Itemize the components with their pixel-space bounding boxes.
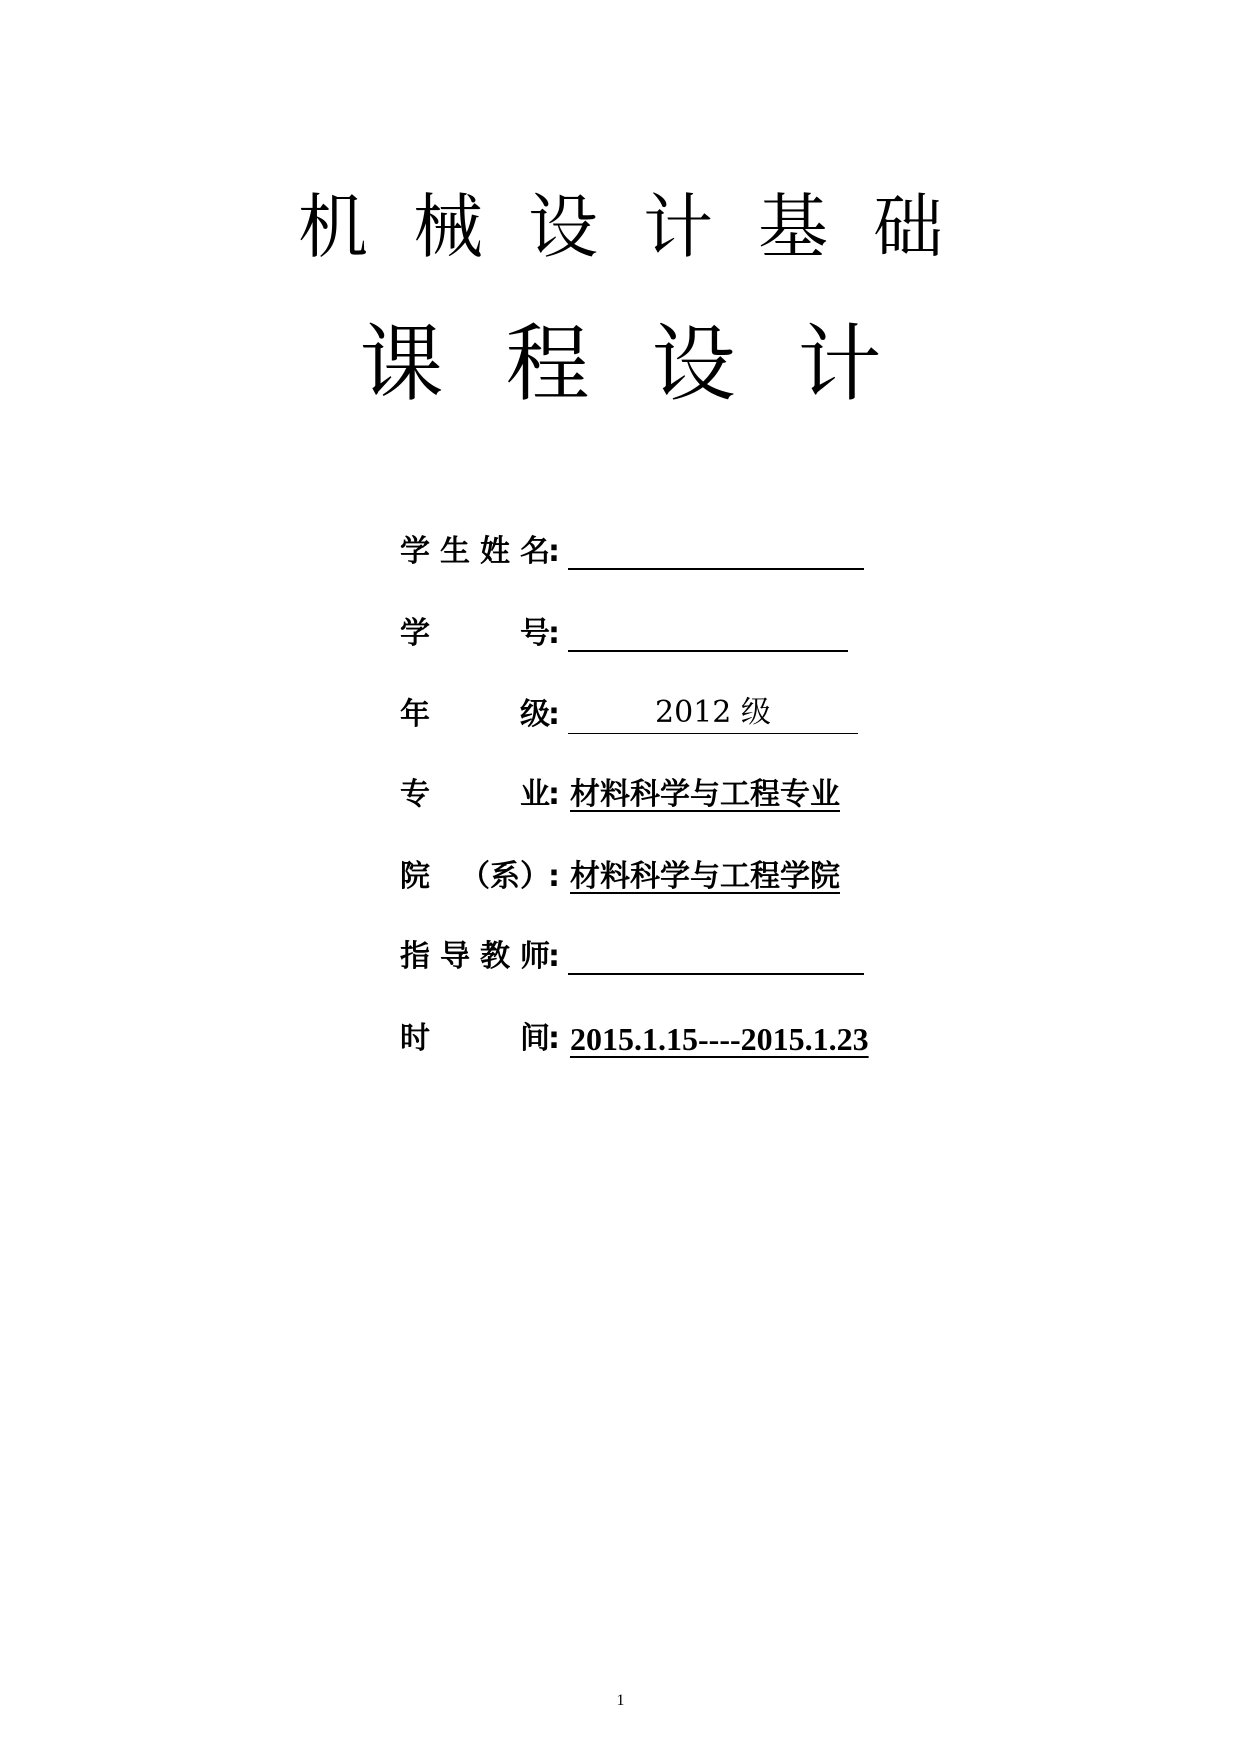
cover-title-line-2: 课程设计 <box>359 315 944 413</box>
department-value: 材料科学与工程学院 <box>570 859 840 894</box>
cover-title-line-1: 机械设计基础 <box>298 186 988 268</box>
page-number: 1 <box>616 1692 625 1709</box>
time-value: 2015.1.15----2015.1.23 <box>570 1021 869 1057</box>
field-label: 专 业 <box>400 777 550 812</box>
field-colon: : <box>548 616 560 651</box>
field-colon: : <box>548 939 560 974</box>
field-label: 学 号 <box>400 616 550 651</box>
major-value: 材料科学与工程专业 <box>570 777 840 812</box>
field-label: 学 生 姓 名 <box>400 534 550 569</box>
field-colon: : <box>548 697 560 732</box>
field-colon: : <box>548 777 560 812</box>
student-id-blank-line <box>568 650 848 652</box>
advisor-blank-line <box>568 973 864 975</box>
field-label: 院 （系） <box>400 859 550 894</box>
field-colon: : <box>548 534 560 569</box>
grade-value: 2012 级 <box>568 693 858 734</box>
field-colon: : <box>548 1021 560 1056</box>
field-label: 时 间 <box>400 1021 550 1056</box>
field-label: 年 级 <box>400 697 550 732</box>
student-name-blank-line <box>568 568 864 570</box>
field-label: 指 导 教 师 <box>400 939 550 974</box>
field-colon: : <box>548 859 560 894</box>
